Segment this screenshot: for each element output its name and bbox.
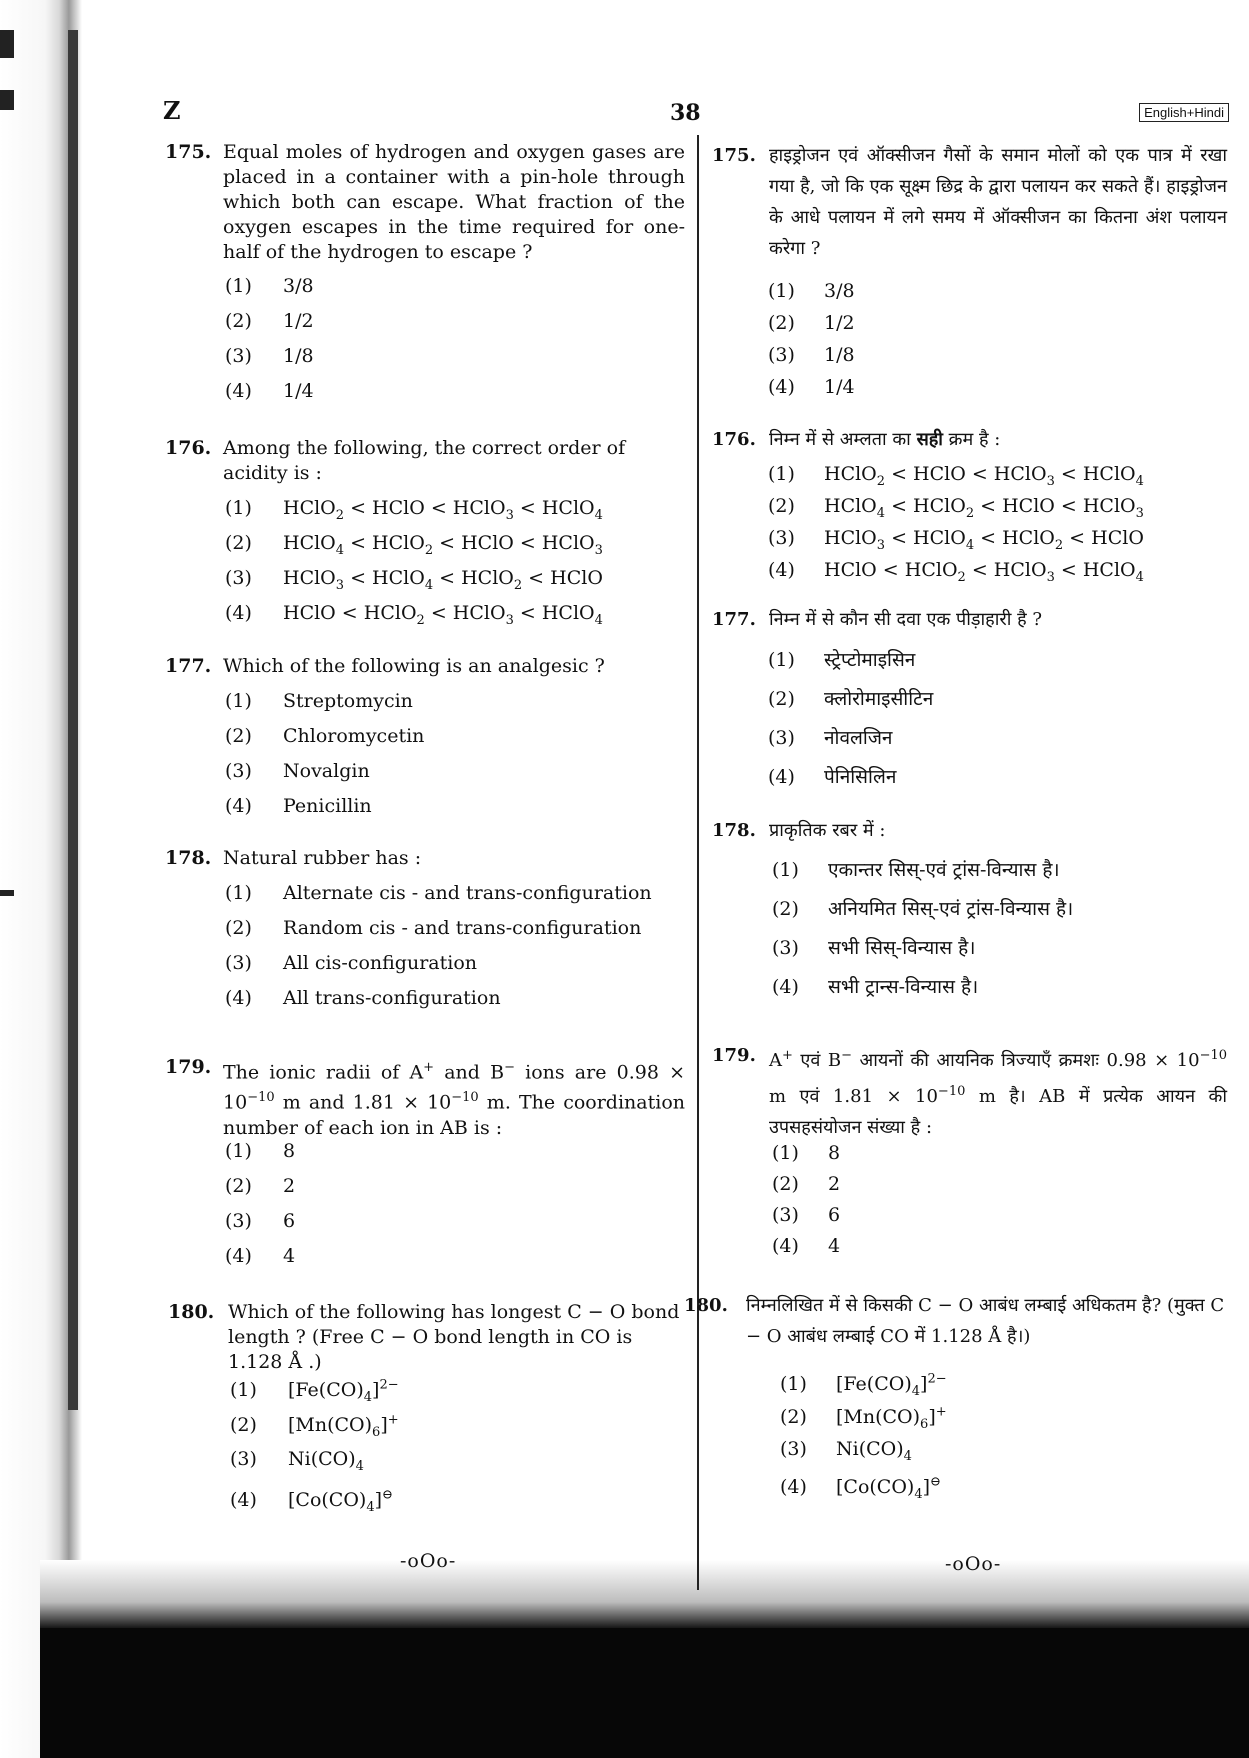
option-4: (4) पेनिसिलिन	[768, 766, 897, 788]
option-4: (4) 4	[772, 1235, 841, 1257]
option-1: (1) Alternate cis - and trans-configuration	[225, 882, 652, 904]
option-1: (1) 3/8	[768, 280, 855, 302]
option-4: (4) HClO < HClO$_2$ < HClO$_3$ < HClO$_4$	[768, 559, 1144, 585]
question-number: 177.	[165, 655, 212, 677]
formula: $[Co(CO)_4]^⊖$	[836, 1475, 941, 1503]
formula: $[Mn(CO)_6]^+$	[836, 1405, 947, 1433]
formula: $[Mn(CO)_6]^+$	[288, 1413, 399, 1441]
option-4: (4) HClO < HClO$_2$ < HClO$_3$ < HClO$_4$	[225, 602, 603, 628]
option-1: (1) HClO$_2$ < HClO < HClO$_3$ < HClO$_4$	[225, 497, 603, 523]
option-1: (1) Streptomycin	[225, 690, 413, 712]
formula: HClO < HClO$_2$ < HClO$_3$ < HClO$_4$	[824, 559, 1144, 585]
option-2: (2) 2	[772, 1173, 841, 1195]
question-text: Which of the following has longest C − O bond length ? (Free C − O bond length in CO is 1.128 Å .)	[228, 1301, 680, 1373]
option-3: (3) 6	[225, 1210, 296, 1232]
formula: HClO$_4$ < HClO$_2$ < HClO < HClO$_3$	[283, 532, 603, 558]
binding-rule	[68, 30, 78, 1410]
option-3: (3) $Ni(CO)_4$	[230, 1448, 364, 1474]
option-4: (4) $[Co(CO)_4]^⊖$	[230, 1488, 393, 1516]
option-1: (1) $[Fe(CO)_4]^{2-}$	[230, 1378, 399, 1406]
question-number: 178.	[165, 847, 212, 869]
option-2: (2) HClO$_4$ < HClO$_2$ < HClO < HClO$_3$	[768, 495, 1144, 521]
question-text: निम्न में से कौन सी दवा एक पीड़ाहारी है ?	[769, 609, 1043, 630]
option-3: (3) नोवलजिन	[768, 727, 893, 749]
language-badge: English+Hindi	[1139, 103, 1229, 122]
question-number: 176.	[712, 429, 756, 450]
question-text: निम्नलिखित में से किसकी C − O आबंध लम्बाई अधिकतम है? (मुक्त C − O आबंध लम्बाई CO में 1.128 Å है।)	[746, 1295, 1225, 1347]
question-number: 180.	[168, 1301, 215, 1323]
column-divider	[697, 135, 699, 1590]
formula: $[Fe(CO)_4]^{2-}$	[836, 1372, 947, 1400]
formula: HClO$_4$ < HClO$_2$ < HClO < HClO$_3$	[824, 495, 1144, 521]
option-1: (1) HClO$_2$ < HClO < HClO$_3$ < HClO$_4$	[768, 463, 1144, 489]
option-2: (2) HClO$_4$ < HClO$_2$ < HClO < HClO$_3$	[225, 532, 603, 558]
end-marker: -oOo-	[400, 1550, 457, 1572]
paper-series: Z	[163, 96, 181, 125]
option-3: (3) Novalgin	[225, 760, 370, 782]
question-number: 176.	[165, 437, 212, 459]
option-2: (2) Random cis - and trans-configuration	[225, 917, 642, 939]
option-1: (1) $[Fe(CO)_4]^{2-}$	[780, 1372, 947, 1400]
option-4: (4) 1/4	[225, 380, 314, 402]
question-number: 178.	[712, 820, 756, 841]
option-4: (4) 4	[225, 1245, 296, 1267]
option-2: (2) 1/2	[768, 312, 855, 334]
option-3: (3) 1/8	[225, 345, 314, 367]
question-text: Equal moles of hydrogen and oxygen gases are placed in a container with a pin-hole through which both can escape. What fraction of the oxygen escapes in the time required for one-half of the hydrogen to escape ?	[223, 141, 685, 263]
question-number: 175.	[712, 145, 756, 166]
binding-mark	[0, 90, 14, 110]
formula: $Ni(CO)_4$	[288, 1448, 364, 1474]
binding-mark	[0, 30, 14, 58]
formula: HClO < HClO$_2$ < HClO$_3$ < HClO$_4$	[283, 602, 603, 628]
binding-mark	[0, 890, 14, 896]
option-3: (3) HClO$_3$ < HClO$_4$ < HClO$_2$ < HClO	[768, 527, 1144, 553]
question-text: The ionic radii of A+ and B− ions are $0.98 \times 10^{-10}$ m and $1.81 \times 10^{-10}$ m. The coordination number of each ion in AB is :	[223, 1060, 686, 1139]
end-marker: -oOo-	[945, 1553, 1002, 1575]
question-text: प्राकृतिक रबर में :	[769, 820, 886, 841]
page-number: 38	[670, 100, 701, 126]
formula: HClO$_2$ < HClO < HClO$_3$ < HClO$_4$	[824, 463, 1144, 489]
option-1: (1) एकान्तर सिस्-एवं ट्रांस-विन्यास है।	[772, 859, 1060, 881]
formula: HClO$_3$ < HClO$_4$ < HClO$_2$ < HClO	[283, 567, 603, 593]
formula: HClO$_2$ < HClO < HClO$_3$ < HClO$_4$	[283, 497, 603, 523]
option-4: (4) $[Co(CO)_4]^⊖$	[780, 1475, 941, 1503]
question-text: Which of the following is an analgesic ?	[223, 655, 605, 677]
option-2: (2) $[Mn(CO)_6]^+$	[230, 1413, 399, 1441]
option-4: (4) Penicillin	[225, 795, 372, 817]
formula: HClO$_3$ < HClO$_4$ < HClO$_2$ < HClO	[824, 527, 1144, 553]
question-number: 175.	[165, 141, 212, 163]
option-2: (2) 1/2	[225, 310, 314, 332]
option-2: (2) 2	[225, 1175, 296, 1197]
option-2: (2) अनियमित सिस्-एवं ट्रांस-विन्यास है।	[772, 898, 1074, 920]
option-3: (3) $Ni(CO)_4$	[780, 1438, 912, 1464]
scan-shadow	[40, 1628, 1249, 1758]
scan-shadow-fade	[40, 1560, 1249, 1630]
question-number: 177.	[712, 609, 756, 630]
formula: $Ni(CO)_4$	[836, 1438, 912, 1464]
option-1: (1) 8	[225, 1140, 296, 1162]
page-binding-edge	[0, 0, 82, 1758]
option-3: (3) 6	[772, 1204, 841, 1226]
option-3: (3) HClO$_3$ < HClO$_4$ < HClO$_2$ < HClO	[225, 567, 603, 593]
option-1: (1) 3/8	[225, 275, 314, 297]
option-4: (4) 1/4	[768, 376, 855, 398]
question-number: 180.	[684, 1295, 728, 1316]
question-number: 179.	[712, 1045, 756, 1066]
question-text: हाइड्रोजन एवं ऑक्सीजन गैसों के समान मोलों को एक पात्र में रखा गया है, जो कि एक सूक्ष्म छिद्र के द्वारा पलायन कर सकते हैं। हाइड्रोजन के आधे पलायन में लगे समय में ऑक्सीजन का कितना अंश पलायन करेगा ?	[769, 145, 1227, 259]
option-4: (4) सभी ट्रान्स-विन्यास है।	[772, 976, 979, 998]
option-3: (3) 1/8	[768, 344, 855, 366]
option-2: (2) क्लोरोमाइसीटिन	[768, 688, 934, 710]
option-1: (1) स्ट्रेप्टोमाइसिन	[768, 649, 916, 671]
question-number: 179.	[165, 1056, 212, 1078]
formula: $[Co(CO)_4]^⊖$	[288, 1488, 393, 1516]
question-text: Natural rubber has :	[223, 847, 422, 869]
option-4: (4) All trans-configuration	[225, 987, 501, 1009]
question-text: निम्न में से अम्लता का सही क्रम है :	[769, 429, 1001, 450]
option-3: (3) All cis-configuration	[225, 952, 477, 974]
option-2: (2) Chloromycetin	[225, 725, 425, 747]
option-1: (1) 8	[772, 1142, 841, 1164]
question-text: Among the following, the correct order of acidity is :	[223, 437, 626, 484]
question-text: A+ एवं B− आयनों की आयनिक त्रिज्याएँ क्रमशः $0.98 \times 10^{-10}$ m एवं $1.81 \times 10^{-10}$ m है। AB में प्रत्येक आयन की उपसहसंयोजन संख्या है :	[769, 1048, 1228, 1138]
option-2: (2) $[Mn(CO)_6]^+$	[780, 1405, 947, 1433]
option-3: (3) सभी सिस्-विन्यास है।	[772, 937, 976, 959]
formula: $[Fe(CO)_4]^{2-}$	[288, 1378, 399, 1406]
